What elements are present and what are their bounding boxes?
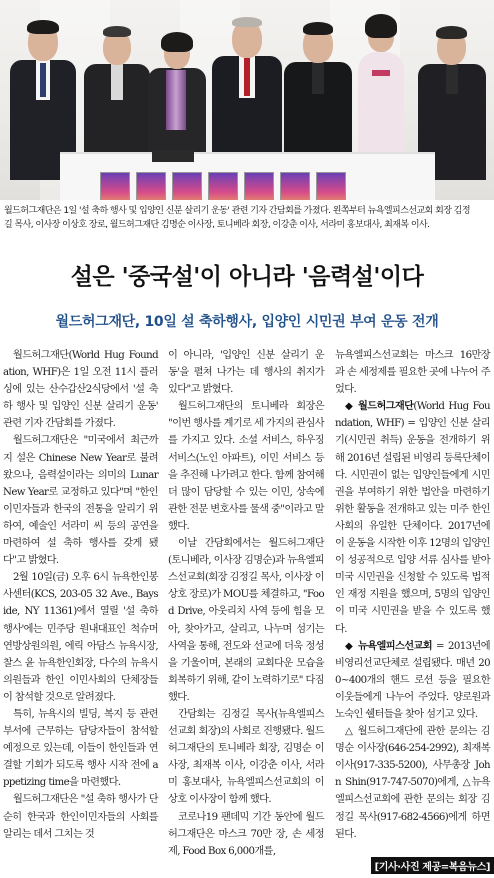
article-column-3 <box>335 347 490 843</box>
paragraph: 2월 10일(금) 오후 6시 뉴욕한인봉사센터(KCS, 203-05 32 Ave., Bayside, NY 11361)에서 열릴 '설 축하 행사'에는 민주당 원내대표인 척슈머 연방상원의원, 에릭 아담스 뉴욕시장, 찰스 윤 뉴욕한인회장, 다수의 뉴욕시 의원들과 한인 이민사회의 단체장들이 참석할 것으로 알려졌다. <box>3 572 158 703</box>
paragraph: 코로나19 팬데믹 기간 동안에 월드허그재단은 마스크 70만 장, 손 세정제, Food Box 6,000개를, <box>168 811 324 857</box>
info-text-elpis: = 2013년에 비영리선교단체로 설립됐다. 매년 200~400개의 핸드 로션 등을 필요한 이웃들에게 나누어 주었다. 양로원과 노숙인 쉘터들을 찾아 섬기고 있다. <box>335 640 490 720</box>
caption-line-1: 월드허그재단은 1일 '설 축하 행사 및 입양인 신분 살리기 운동' 관련 기자 간담회를 가졌다. 왼쪽부터 뉴욕엘피스선교회 회장 김정 <box>4 206 470 216</box>
photo-credit: [기사·사진 제공=복음뉴스] <box>371 857 494 874</box>
paragraph: 특히, 뉴욕시의 빌딩, 복지 등 관련 부서에 근무하는 담당자들이 참석할 예정으로 있는데, 이들이 한인들과 연결할 기회가 되도록 행사 시작 전에 appetizing time을 마련했다. <box>3 708 158 789</box>
photo-caption <box>0 202 494 246</box>
flyer <box>244 172 274 200</box>
info-label-whf: ◆ 월드허그재단 <box>345 401 414 413</box>
contact-paragraph: △ 월드허그재단에 관한 문의는 김명순 이사장(646-254-2992), 최재복 이사(917-335-5200), 사무총장 John Shin(917-747-5070)에게, △뉴욕엘피스선교회에 관한 문의는 회장 김정길 목사(917-682-4566)에게 하면 된다. <box>335 726 490 840</box>
info-label-elpis: ◆ 뉴욕엘피스선교회 <box>345 640 432 652</box>
paragraph: 이날 간담회에서는 월드허그재단(토니베라, 이사장 김명순)과 뉴욕엘피스선교회(회장 김정길 목사, 이사장 이상호 장로)가 MOU를 체결하고, "Food Drive, 아웃리치 사역 등에 힘을 모아, 찾아가고, 살리고, 나누며 섬기는 사역을 통해, 전도와 선교에 더욱 정성을 기울이며, 본래의 교회다운 모습을 회복하기 위해, 같이 노력하기로" 다짐했다. <box>168 538 324 703</box>
paragraph: 월드허그재단의 토니베라 회장은 "이번 행사를 계기로 세 가지의 관심사를 가지고 있다. 소셜 서비스, 하우징 서비스(노인 아파트), 이민 서비스 등을 추진해 나가려고 한다. 함께 참여해 더 많이 담당할 수 있는 이민, 상속에 관한 전문 변호사를 물색 중"이라고 말했다. <box>168 401 324 532</box>
info-text-whf: (World Hug Foundation, WHF) = 입양인 신분 살리기(시민권 취득) 운동을 전개하기 위해 2016년 설립된 비영리 등록단체이다. 시민권이 없는 입양인들에게 시민권을 부여하기 위한 법안을 마련하기 위한 활동을 전개하고 있는 미주 한인사회의 유일한 단체이다. 2017년에 이 운동을 시작한 이후 12명의 입양인이 성공적으로 입양 서류 심사를 받아 미국 시민권을 신청할 수 있도록 법적인 재정 지원을 했으며, 5명의 입양인이 미국 시민권을 받을 수 있도록 했다. <box>335 401 490 635</box>
flyer <box>172 172 202 200</box>
paragraph: 월드허그재단은 "미국에서 최근까지 설은 Chinese New Year로 불려왔으나, 음력설이라는 의미의 Lunar New Year로 교정하고 있다"며 "한인 이민자들과 한국의 전통을 알리기 위하여, 예술인 서라미 씨 등의 공연을 마련하여 설 축하 행사를 갖게 됐다"고 밝혔다. <box>3 435 158 567</box>
paragraph: 월드허그재단(World Hug Foundation, WHF)은 1일 오전 11시 플러싱에 있는 산수갑산2식당에서 '설 축하 행사 및 입양인 신분 살리기 운동' 관련 기자 간담회를 가졌다. <box>3 350 158 430</box>
paragraph: 이 아니라, '입양인 신분 살리기 운동'을 펼쳐 나가는 데 행사의 취지가 있다"고 밝혔다. <box>168 350 324 396</box>
paragraph: 간담회는 김정길 목사(뉴욕엘피스선교회 회장)의 사회로 진행됐다. 월드허그재단의 토니베라 회장, 김명순 이사장, 최재복 이사, 이강춘 이사, 서라미 홍보대사, 뉴욕엘피스선교회의 이상호 이사장이 함께 했다. <box>168 708 324 806</box>
article-column-1 <box>3 347 158 843</box>
flyer <box>280 172 310 200</box>
flyer <box>316 172 346 200</box>
flyer <box>136 172 166 200</box>
subheadline: 월드허그재단, 10일 설 축하행사, 입양인 시민권 부여 운동 전개 <box>55 314 439 330</box>
paragraph: 월드허그재단은 "설 축하 행사가 단순히 한국과 한인이민자들의 사회를 알리는 데서 그치는 것 <box>3 794 158 840</box>
info-box-elpis <box>335 638 490 723</box>
flyer <box>208 172 238 200</box>
paragraph: 뉴욕엘피스선교회는 마스크 16만장과 손 세정제를 필요한 곳에 나누어 주었다. <box>335 350 490 396</box>
flyer <box>100 172 130 200</box>
event-photo <box>0 0 494 200</box>
info-box-whf <box>335 398 490 637</box>
headline: 설은 '중국설'이 아니라 '음력설'이다 <box>70 264 424 290</box>
article-column-2 <box>168 347 324 860</box>
caption-line-2: 길 목사, 이사장 이상호 장로, 월드허그재단 김명순 이사장, 토니베라 회장, 이강춘 이사, 서라미 홍보대사, 최재복 이사. <box>4 220 430 230</box>
laptop <box>152 150 194 162</box>
